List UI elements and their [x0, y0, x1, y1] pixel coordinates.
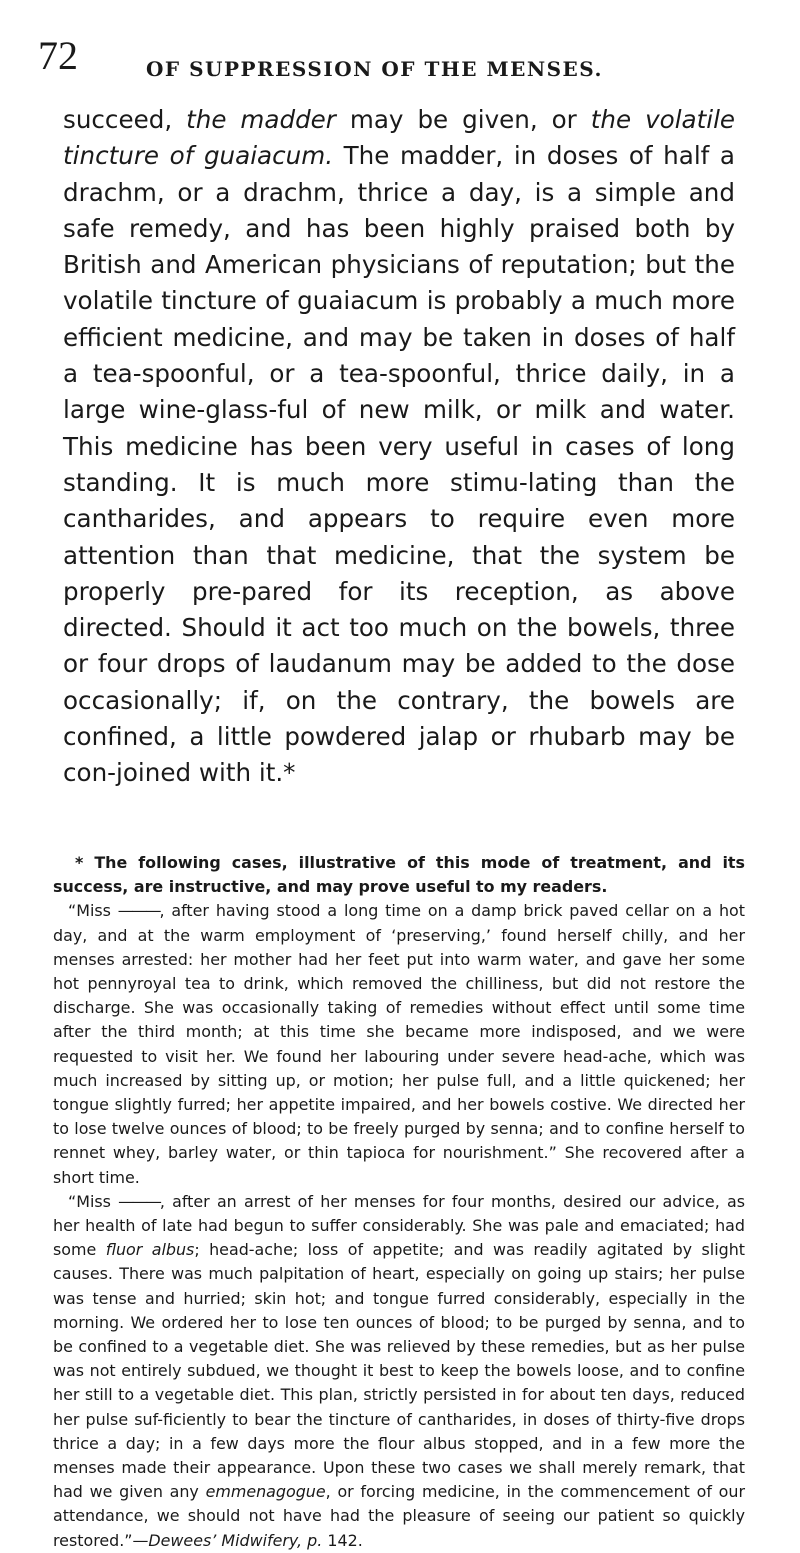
case-text-segment: “Miss	[68, 1191, 119, 1211]
running-title: OF SUPPRESSION OF THE MENSES.	[146, 57, 603, 81]
citation-page: 142.	[322, 1530, 363, 1550]
footnote-intro: * The following cases, illustrative of this mode of treatment, and its success, are instructive, and may prove useful to my readers.	[53, 853, 745, 897]
footnote-case-two	[53, 1190, 745, 1553]
name-dash: ———	[118, 1191, 160, 1211]
case-text-segment: , or forcing medicine, in the commencement of our attendance, we should not have had the pleasure of seeing our patient so quickly restored.”—	[53, 1482, 745, 1550]
footnote-case-one	[53, 899, 745, 1189]
body-text-segment: succeed,	[63, 105, 187, 134]
page-number: 72	[38, 33, 78, 78]
body-text-segment: The madder, in doses of half a drachm, or a drachm, thrice a day, is a simple and safe remedy, and has been highly praised both by British and American physicians of reputation; but the volatile tincture of guaiacum is probably a much more efficient medicine, and may be taken in doses of half a tea-spoonful, or a tea-spoonful, thrice daily, in a large wine-glass-ful of new milk, or milk and water. This medicine has been very useful in cases of long standing. It is much more stimu-lating than the cantharides, and appears to require even more attention than that medicine, that the system be properly pre-pared for its reception, as above directed. Should it act too much on the bowels, three or four drops of laudanum may be added to the dose occasionally; if, on the contrary, the bowels are confined, a little powdered jalap or rhubarb may be con-joined with it.*	[63, 141, 735, 788]
italic-term: fluor albus	[105, 1240, 195, 1260]
italic-term: emmenagogue	[205, 1482, 326, 1502]
footnote-block	[53, 851, 745, 1553]
case-text-segment: “Miss	[68, 901, 118, 921]
name-dash: ———	[117, 901, 160, 921]
body-text-segment: may be given, or	[335, 105, 591, 134]
citation-source: Dewees’ Midwifery, p.	[148, 1530, 323, 1550]
case-text-segment: , after having stood a long time on a damp brick paved cellar on a hot day, and at the warm employment of ‘preserving,’ found herself chilly, and her menses arrested: her mother had her feet put into warm water, and gave her some hot pennyroyal tea to drink, which removed the chilliness, but did not restore the discharge. She was occasionally taking of remedies without effect until some time after the third month; at this time she became more indisposed, and we were requested to visit her. We found her labouring under severe head-ache, which was much increased by sitting up, or motion; her pulse full, and a little quickened; her tongue slightly furred; her appetite impaired, and her bowels costive. We directed her to lose twelve ounces of blood; to be freely purged by senna; and to confine herself to rennet whey, barley water, or thin tapioca for nourishment.” She recovered after a short time.	[53, 901, 745, 1187]
italic-term: the volatile tincture of guaiacum.	[63, 105, 736, 171]
italic-term: the madder	[186, 105, 336, 134]
page-header	[38, 34, 738, 84]
case-text-segment: , after an arrest of her menses for four months, desired our advice, as her health of late had begun to suffer considerably. She was pale and emaciated; had some	[53, 1191, 745, 1260]
main-paragraph	[63, 102, 735, 792]
case-text-segment: ; head-ache; loss of appetite; and was readily agitated by slight causes. There was much palpitation of heart, especially on going up stairs; her pulse was tense and hurried; skin hot; and tongue furred considerably, especially in the morning. We ordered her to lose ten ounces of blood; to be purged by senna, and to be confined to a vegetable diet. She was relieved by these remedies, but as her pulse was not entirely subdued, we thought it best to keep the bowels loose, and to confine her still to a vegetable diet. This plan, strictly persisted in for about ten days, reduced her pulse suf-ficiently to bear the tincture of cantharides, in doses of thirty-five drops thrice a day; in a few days more the flour albus stopped, and in a few more the menses made their appearance. Upon these two cases we shall merely remark, that had we given any	[53, 1240, 746, 1502]
